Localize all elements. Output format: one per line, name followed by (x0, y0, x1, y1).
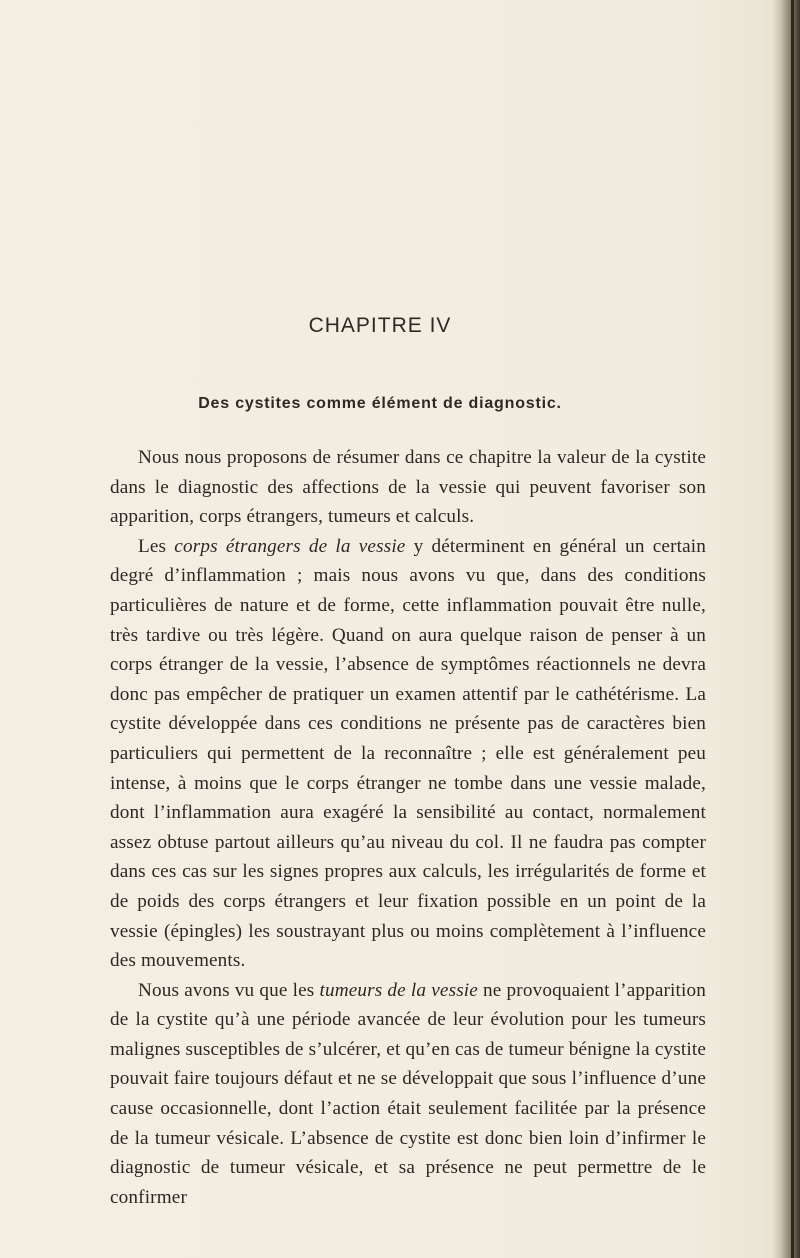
paragraph-2-text-start: Les (138, 535, 175, 557)
paragraph-2-emphasis: corps étrangers de la vessie (174, 535, 406, 557)
paragraph-3-emphasis: tumeurs de la vessie (319, 979, 478, 1001)
paragraph-2 (110, 532, 706, 976)
binding-edge (791, 0, 794, 1258)
binding-gutter (772, 0, 800, 1258)
chapter-heading: CHAPITRE IV (308, 314, 452, 337)
paragraph-3-text-start: Nous avons vu que les (138, 979, 320, 1001)
paragraph-3 (110, 976, 706, 1213)
paragraph-3-text-rest: ne provoquaient l’apparition de la cystite qu’à une période avancée de leur évolution pour les tumeurs malignes susceptibles de s’ulcérer, et qu’en cas de tumeur bénigne la cystite pouvait faire toujours défaut et ne se développait que sous l’influence d’une cause occasionnelle, dont l’action était seulement facilitée par la présence de la tumeur vésicale. L’absence de cystite est donc bien loin d’infirmer le diagnostic de tumeur vésicale, et sa présence ne peut permettre de le confirmer (110, 979, 706, 1208)
section-title: Des cystites comme élément de diagnostic. (198, 395, 562, 412)
body-text (110, 443, 706, 1212)
paragraph-2-text-rest: y déterminent en général un certain degré d’inflammation ; mais nous avons vu que, dans des conditions particulières de nature et de forme, cette inflammation pouvait être nulle, très tardive ou très légère. Quand on aura quelque raison de penser à un corps étranger de la vessie, l’absence de symptômes réactionnels ne devra donc pas empêcher de pratiquer un examen attentif par le cathétérisme. La cystite développée dans ces conditions ne présente pas de caractères bien particuliers qui permettent de la reconnaître ; elle est généralement peu intense, à moins que le corps étranger ne tombe dans une vessie malade, dont l’inflammation aura exagéré la sensibilité au contact, normalement assez obtuse partout ailleurs qu’au niveau du col. Il ne faudra pas compter dans ces cas sur les signes propres aux calculs, les irrégularités de forme et de poids des corps étrangers et leur fixation possible en un point de la vessie (épingles) les soustrayant plus ou moins complètement à l’influence des mouvements. (110, 535, 706, 972)
paragraph-1-text: Nous nous proposons de résumer dans ce chapitre la valeur de la cystite dans le diagnostic des affections de la vessie qui peuvent favoriser son apparition, corps étrangers, tumeurs et calculs. (110, 447, 706, 528)
paragraph-1 (110, 443, 706, 532)
